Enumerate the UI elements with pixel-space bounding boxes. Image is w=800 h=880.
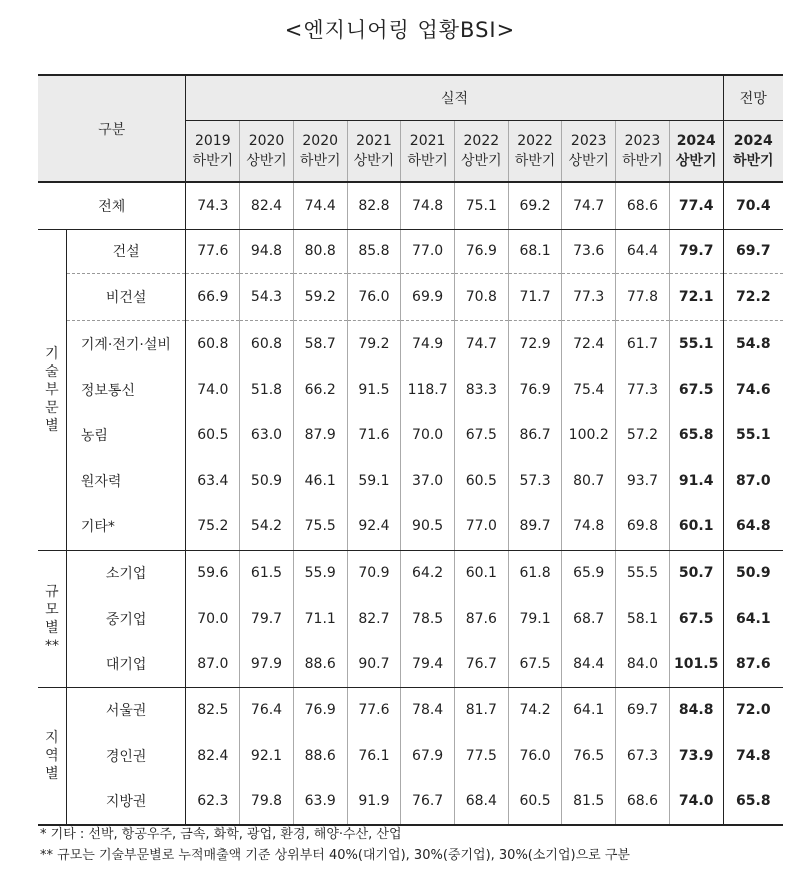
value-cell: 57.3 <box>508 458 562 503</box>
row-label: 소기업 <box>66 550 186 596</box>
period-year: 2022 <box>517 132 553 149</box>
value-cell: 77.0 <box>401 229 455 273</box>
value-cell: 74.8 <box>401 182 455 229</box>
value-cell: 64.8 <box>723 503 783 550</box>
value-cell: 79.7 <box>669 229 723 273</box>
value-cell: 50.9 <box>736 565 771 582</box>
value-cell: 87.6 <box>454 596 508 641</box>
value-cell: 68.7 <box>562 596 616 641</box>
value-cell: 71.1 <box>293 596 347 641</box>
value-cell: 61.5 <box>240 550 294 596</box>
value-cell: 60.5 <box>186 412 240 458</box>
value-cell: 74.2 <box>508 687 562 733</box>
value-cell: 70.8 <box>454 273 508 320</box>
period-year: 2024 <box>733 132 773 149</box>
value-cell: 64.1 <box>736 610 771 627</box>
value-cell: 118.7 <box>401 367 455 412</box>
value-cell: 77.0 <box>454 503 508 550</box>
value-cell: 69.8 <box>616 503 670 550</box>
value-cell: 67.5 <box>669 367 723 412</box>
period-header <box>240 120 294 182</box>
page-title: <엔지니어링 업황BSI> <box>284 18 516 42</box>
value-cell: 76.7 <box>454 641 508 687</box>
value-cell: 60.1 <box>454 550 508 596</box>
value-cell: 76.0 <box>508 733 562 778</box>
value-cell: 88.6 <box>293 733 347 778</box>
value-cell: 82.8 <box>347 182 401 229</box>
value-cell: 74.6 <box>736 381 771 398</box>
row-label: 기계·전기·설비 <box>66 320 186 367</box>
value-cell: 67.9 <box>401 733 455 778</box>
row-label: 농림 <box>66 412 186 458</box>
value-cell: 73.9 <box>669 733 723 778</box>
value-cell: 67.5 <box>454 412 508 458</box>
value-cell: 69.2 <box>508 182 562 229</box>
period-year: 2021 <box>409 132 446 149</box>
value-cell: 92.4 <box>347 503 401 550</box>
table-row <box>38 75 783 120</box>
value-cell: 74.7 <box>454 320 508 367</box>
period-half: 하반기 <box>192 152 234 169</box>
value-cell: 50.7 <box>669 550 723 596</box>
value-cell: 58.1 <box>616 596 670 641</box>
value-cell: 72.2 <box>723 273 783 320</box>
table-row <box>38 229 783 273</box>
table-row <box>38 458 783 503</box>
outlook-header: 전망 <box>723 75 783 120</box>
value-cell: 50.9 <box>240 458 294 503</box>
table-row <box>38 550 783 596</box>
value-cell: 59.1 <box>347 458 401 503</box>
value-cell: 90.7 <box>347 641 401 687</box>
value-cell: 74.3 <box>186 182 240 229</box>
value-cell: 72.9 <box>508 320 562 367</box>
value-cell: 64.4 <box>616 229 670 273</box>
value-cell: 90.5 <box>401 503 455 550</box>
value-cell: 71.6 <box>347 412 401 458</box>
value-cell: 68.4 <box>454 778 508 825</box>
row-label: 중기업 <box>66 596 186 641</box>
period-header <box>669 120 723 182</box>
row-label: 비건설 <box>66 273 186 320</box>
period-header <box>723 120 783 182</box>
value-cell: 82.5 <box>186 687 240 733</box>
value-cell: 93.7 <box>616 458 670 503</box>
group-label-region: 지 역 별 <box>38 687 66 825</box>
table-row <box>38 320 783 367</box>
table-row <box>38 412 783 458</box>
value-cell: 78.5 <box>401 596 455 641</box>
period-half: 하반기 <box>299 152 341 169</box>
value-cell: 80.8 <box>293 229 347 273</box>
value-cell: 77.6 <box>186 229 240 273</box>
period-header <box>562 120 616 182</box>
value-cell: 77.6 <box>347 687 401 733</box>
value-cell: 75.4 <box>562 367 616 412</box>
table-row <box>38 182 783 229</box>
value-cell: 65.9 <box>562 550 616 596</box>
value-cell: 70.9 <box>347 550 401 596</box>
period-year: 2023 <box>570 132 607 149</box>
value-cell: 67.3 <box>616 733 670 778</box>
value-cell: 55.1 <box>669 320 723 367</box>
group-label-tech: 기 술 부 문 별 <box>38 229 66 550</box>
value-cell: 60.8 <box>240 320 294 367</box>
period-year: 2020 <box>248 132 285 149</box>
value-cell: 85.8 <box>347 229 401 273</box>
value-cell: 55.1 <box>736 427 771 443</box>
value-cell: 79.8 <box>240 778 294 825</box>
period-year: 2024 <box>676 132 716 149</box>
value-cell: 81.5 <box>562 778 616 825</box>
row-label: 정보통신 <box>66 367 186 412</box>
actual-header: 실적 <box>186 75 723 120</box>
value-cell: 71.7 <box>508 273 562 320</box>
period-year: 2022 <box>463 132 500 149</box>
row-label: 경인권 <box>66 733 186 778</box>
period-year: 2020 <box>302 132 339 149</box>
value-cell: 54.3 <box>240 273 294 320</box>
value-cell: 84.0 <box>616 641 670 687</box>
value-cell: 59.2 <box>293 273 347 320</box>
value-cell: 64.1 <box>562 687 616 733</box>
value-cell: 75.1 <box>454 182 508 229</box>
period-year: 2021 <box>356 132 392 149</box>
value-cell: 78.4 <box>401 687 455 733</box>
value-cell: 68.1 <box>508 229 562 273</box>
table-row <box>38 733 783 778</box>
value-cell: 63.9 <box>293 778 347 825</box>
value-cell: 76.9 <box>508 367 562 412</box>
period-half: 하반기 <box>407 152 448 169</box>
value-cell: 72.4 <box>562 320 616 367</box>
value-cell: 82.4 <box>240 182 294 229</box>
value-cell: 79.7 <box>240 596 294 641</box>
value-cell: 67.5 <box>508 641 562 687</box>
value-cell: 58.7 <box>293 320 347 367</box>
value-cell: 74.8 <box>562 503 616 550</box>
value-cell: 75.2 <box>186 503 240 550</box>
table-row <box>38 778 783 825</box>
value-cell: 77.3 <box>562 273 616 320</box>
value-cell: 74.8 <box>736 747 771 764</box>
value-cell: 87.9 <box>293 412 347 458</box>
period-header <box>186 120 240 182</box>
period-half: 상반기 <box>461 152 502 169</box>
value-cell: 66.2 <box>293 367 347 412</box>
row-label: 서울권 <box>66 687 186 733</box>
value-cell: 70.4 <box>723 182 783 229</box>
period-header <box>293 120 347 182</box>
value-cell: 60.8 <box>186 320 240 367</box>
value-cell: 69.7 <box>723 229 783 273</box>
value-cell: 87.0 <box>186 641 240 687</box>
value-cell: 59.6 <box>186 550 240 596</box>
table-row <box>38 273 783 320</box>
period-half: 상반기 <box>568 152 610 169</box>
value-cell: 74.7 <box>562 182 616 229</box>
value-cell: 63.4 <box>186 458 240 503</box>
category-header: 구분 <box>38 75 186 182</box>
row-label: 전체 <box>38 182 186 229</box>
period-half: 하반기 <box>622 152 663 169</box>
value-cell: 75.5 <box>293 503 347 550</box>
period-header <box>508 120 562 182</box>
value-cell: 74.0 <box>669 778 723 825</box>
value-cell: 68.6 <box>616 182 670 229</box>
value-cell: 77.5 <box>454 733 508 778</box>
value-cell: 81.7 <box>454 687 508 733</box>
value-cell: 88.6 <box>293 641 347 687</box>
value-cell: 57.2 <box>616 412 670 458</box>
value-cell: 76.0 <box>347 273 401 320</box>
value-cell: 77.4 <box>669 182 723 229</box>
period-year: 2019 <box>194 132 231 149</box>
period-half: 상반기 <box>353 152 395 169</box>
row-label: 기타* <box>66 503 186 550</box>
value-cell: 91.4 <box>669 458 723 503</box>
value-cell: 54.2 <box>240 503 294 550</box>
value-cell: 73.6 <box>562 229 616 273</box>
row-label: 지방권 <box>66 778 186 825</box>
value-cell: 97.9 <box>240 641 294 687</box>
value-cell: 60.1 <box>669 503 723 550</box>
value-cell: 76.7 <box>401 778 455 825</box>
value-cell: 82.7 <box>347 596 401 641</box>
table-row <box>38 641 783 687</box>
value-cell: 70.0 <box>401 412 455 458</box>
value-cell: 76.9 <box>293 687 347 733</box>
value-cell: 77.8 <box>616 273 670 320</box>
value-cell: 61.7 <box>616 320 670 367</box>
footnote-other: * 기타 : 선박, 항공우주, 금속, 화학, 광업, 환경, 해양·수산, 산업 <box>40 827 402 842</box>
value-cell: 65.8 <box>669 412 723 458</box>
value-cell: 72.0 <box>736 702 771 719</box>
value-cell: 79.2 <box>347 320 401 367</box>
value-cell: 82.4 <box>186 733 240 778</box>
value-cell: 77.3 <box>616 367 670 412</box>
value-cell: 79.4 <box>401 641 455 687</box>
value-cell: 80.7 <box>562 458 616 503</box>
value-cell: 63.0 <box>240 412 294 458</box>
value-cell: 84.8 <box>669 687 723 733</box>
footnotes <box>40 824 630 866</box>
table-row <box>38 596 783 641</box>
table-row <box>38 687 783 733</box>
value-cell: 76.9 <box>454 229 508 273</box>
value-cell: 79.1 <box>508 596 562 641</box>
bsi-table <box>38 74 783 826</box>
value-cell: 61.8 <box>508 550 562 596</box>
period-header <box>454 120 508 182</box>
value-cell: 74.4 <box>293 182 347 229</box>
value-cell: 55.9 <box>293 550 347 596</box>
value-cell: 60.5 <box>454 458 508 503</box>
value-cell: 51.8 <box>240 367 294 412</box>
value-cell: 89.7 <box>508 503 562 550</box>
value-cell: 87.0 <box>736 472 771 489</box>
footnote-size: ** 규모는 기술부문별로 누적매출액 기준 상위부터 40%(대기업), 30%(중기업), 30%(소기업)으로 구분 <box>40 848 630 863</box>
value-cell: 91.9 <box>347 778 401 825</box>
value-cell: 83.3 <box>454 367 508 412</box>
value-cell: 54.8 <box>736 335 771 352</box>
group-mark: ** <box>44 637 59 654</box>
value-cell: 55.5 <box>616 550 670 596</box>
period-year: 2023 <box>624 132 661 149</box>
period-header <box>401 120 455 182</box>
value-cell: 72.1 <box>669 273 723 320</box>
row-label: 건설 <box>66 229 186 273</box>
period-half: 하반기 <box>733 152 774 169</box>
value-cell: 69.9 <box>401 273 455 320</box>
value-cell: 64.2 <box>401 550 455 596</box>
value-cell: 66.9 <box>186 273 240 320</box>
row-label: 원자력 <box>66 458 186 503</box>
value-cell: 60.5 <box>508 778 562 825</box>
value-cell: 62.3 <box>186 778 240 825</box>
value-cell: 94.8 <box>240 229 294 273</box>
value-cell: 86.7 <box>508 412 562 458</box>
value-cell: 92.1 <box>240 733 294 778</box>
period-half: 상반기 <box>675 152 717 169</box>
value-cell: 74.0 <box>186 367 240 412</box>
period-header <box>616 120 670 182</box>
value-cell: 76.1 <box>347 733 401 778</box>
value-cell: 100.2 <box>562 412 616 458</box>
period-half: 하반기 <box>514 152 556 169</box>
group-label-size: 규 모 별 ** <box>38 550 66 687</box>
value-cell: 46.1 <box>293 458 347 503</box>
row-label: 대기업 <box>66 641 186 687</box>
value-cell: 76.5 <box>562 733 616 778</box>
value-cell: 84.4 <box>562 641 616 687</box>
value-cell: 91.5 <box>347 367 401 412</box>
value-cell: 101.5 <box>669 641 723 687</box>
value-cell: 70.0 <box>186 596 240 641</box>
period-half: 상반기 <box>246 152 287 169</box>
value-cell: 37.0 <box>401 458 455 503</box>
table-row <box>38 367 783 412</box>
value-cell: 76.4 <box>240 687 294 733</box>
value-cell: 68.6 <box>616 778 670 825</box>
value-cell: 74.9 <box>401 320 455 367</box>
value-cell: 69.7 <box>616 687 670 733</box>
period-header <box>347 120 401 182</box>
value-cell: 87.6 <box>723 641 783 687</box>
value-cell: 67.5 <box>669 596 723 641</box>
table-row <box>38 503 783 550</box>
value-cell: 65.8 <box>723 778 783 825</box>
